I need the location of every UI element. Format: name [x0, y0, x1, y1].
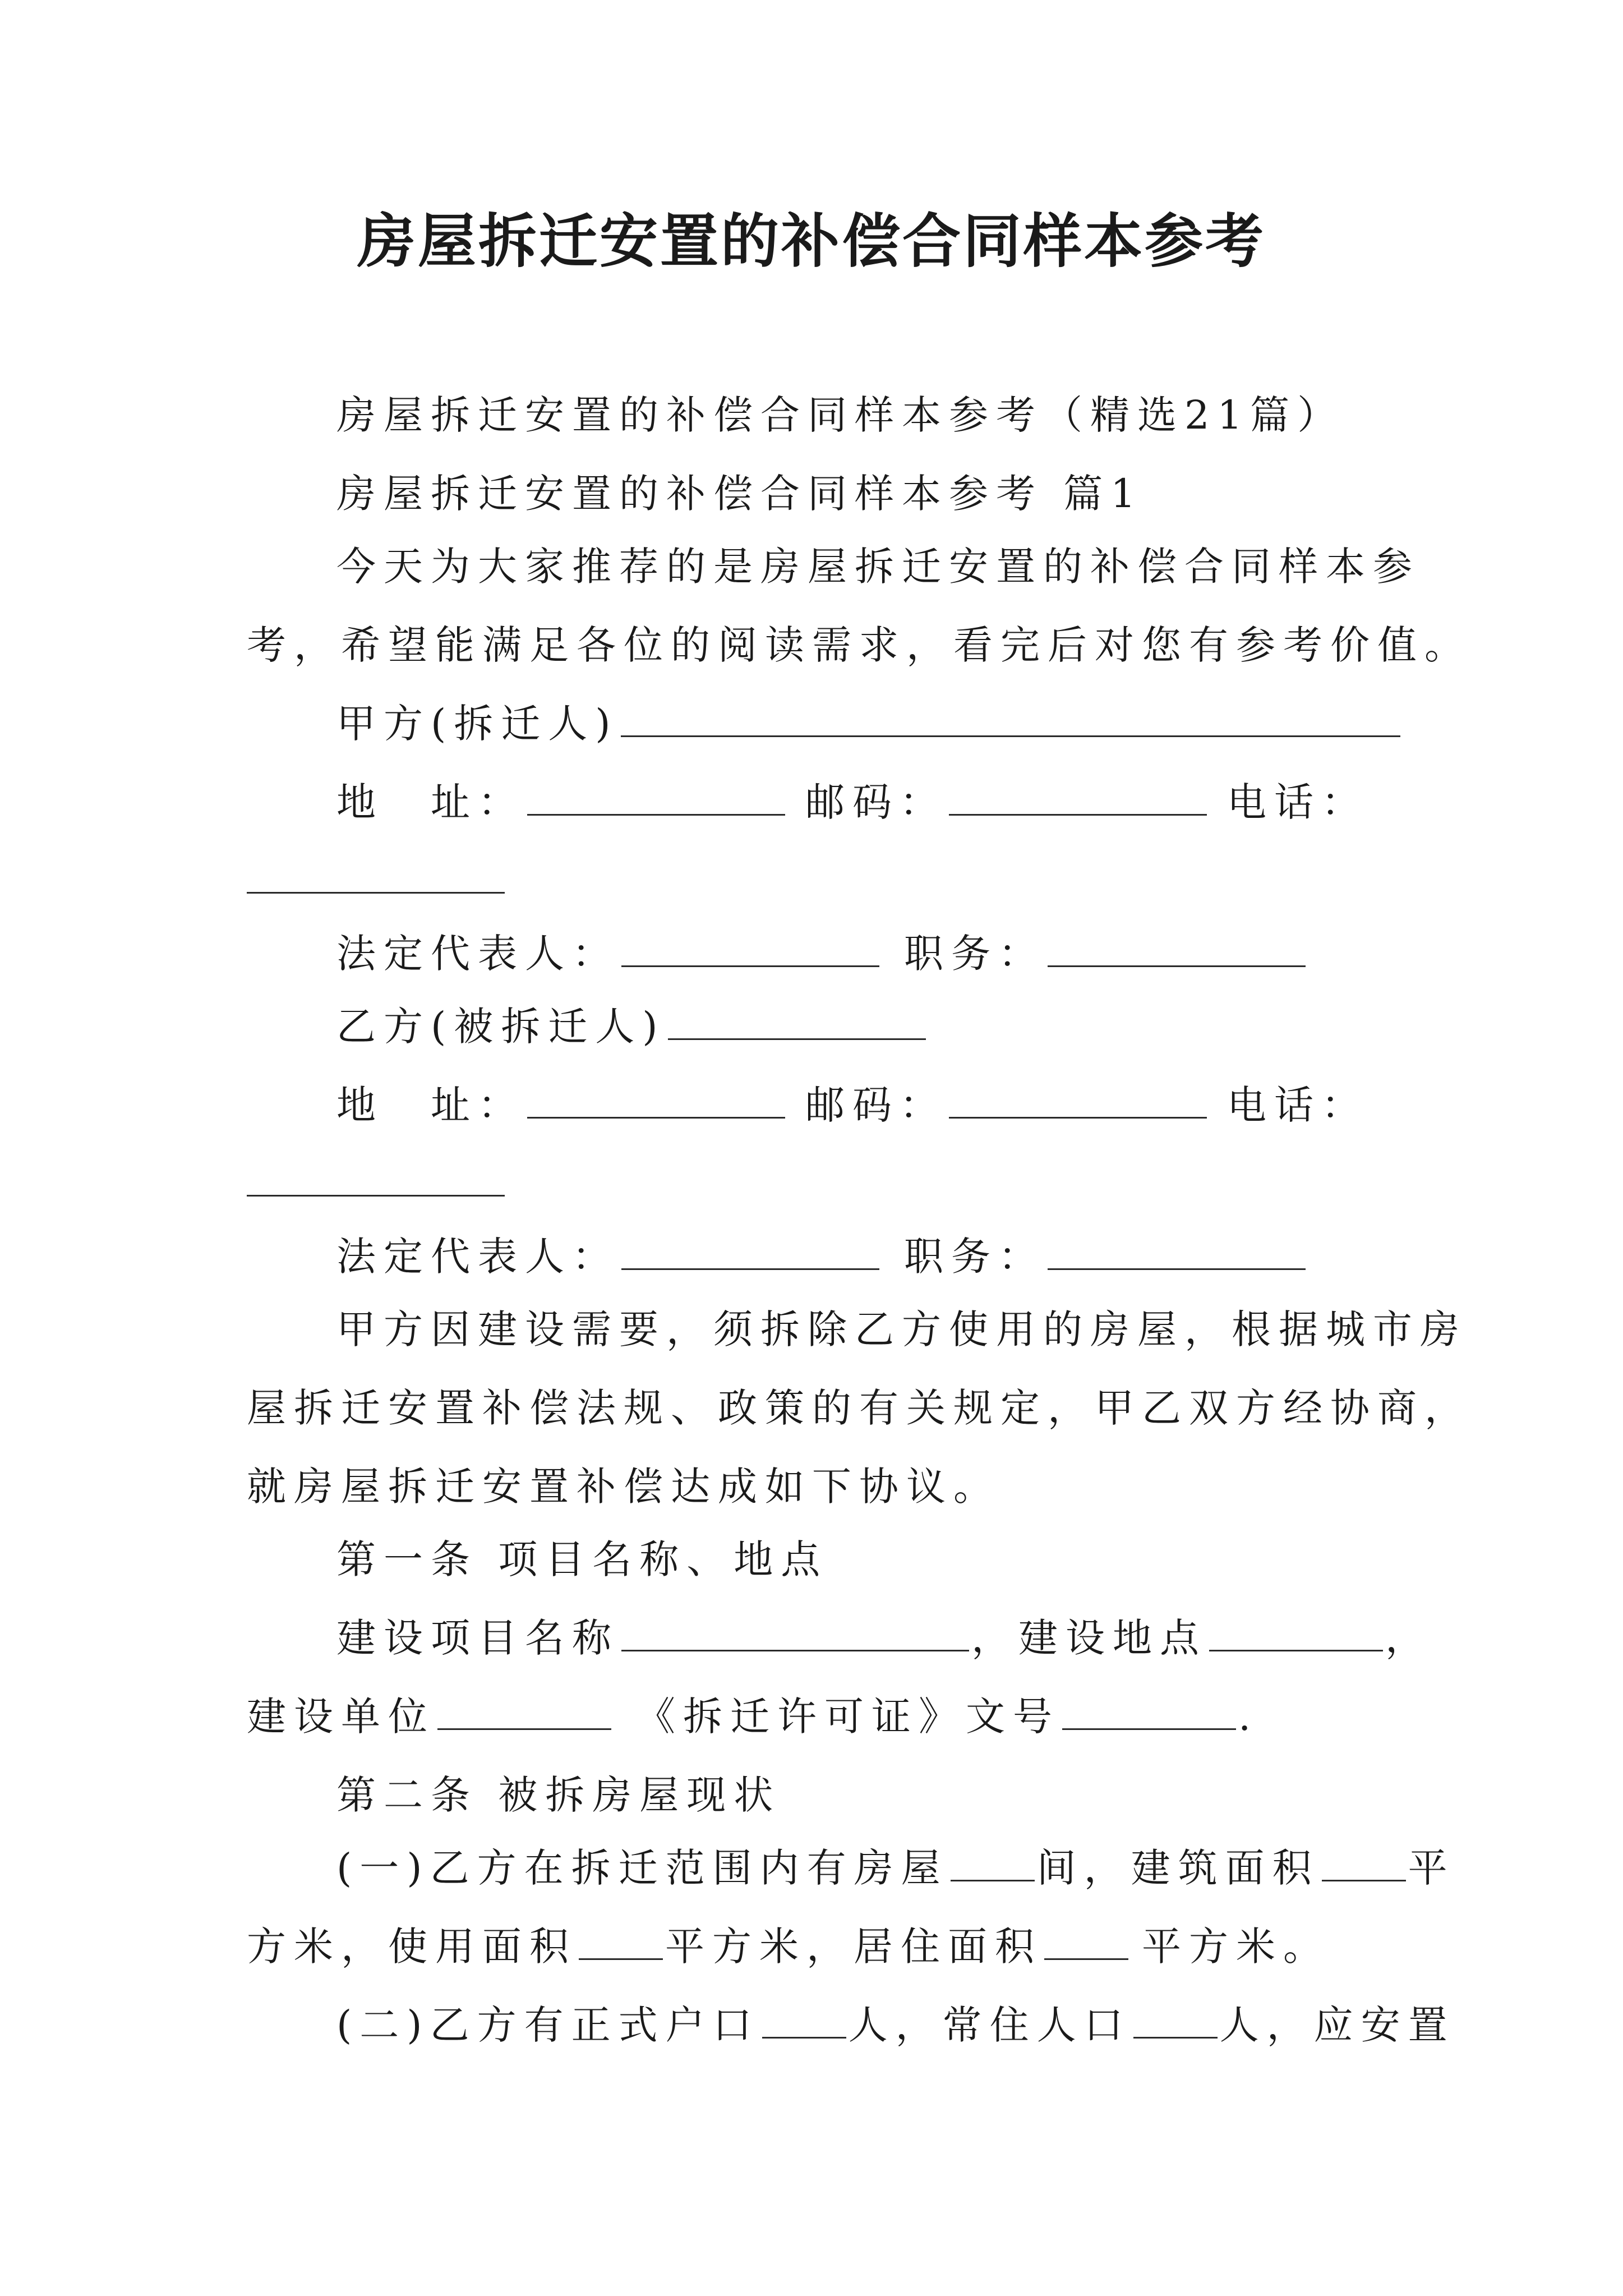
party-b-rep-blank[interactable]	[621, 1234, 879, 1270]
party-b-postcode-label: 邮码：	[805, 1082, 947, 1128]
party-a-address-label: 地 址：	[336, 779, 525, 825]
preamble-line-2: 屋拆迁安置补偿法规、政策的有关规定，甲乙双方经协商，	[247, 1385, 1472, 1431]
item-1-label-e: 平方米，居住面积	[665, 1924, 1042, 1970]
permit-label: 《拆迁许可证》文号	[636, 1694, 1060, 1740]
party-b-rep-row	[336, 1228, 1308, 1285]
resident-persons-blank[interactable]	[1133, 2002, 1218, 2039]
registered-persons-blank[interactable]	[762, 2002, 846, 2039]
party-b-contact-row	[336, 1077, 1368, 1133]
party-b-address-label: 地 址：	[336, 1082, 525, 1128]
article-2-item-1-line-2	[247, 1918, 1330, 1975]
item-1-label-b: 间，建筑面积	[1036, 1845, 1320, 1891]
trailing-comma: ，	[1385, 1615, 1432, 1661]
intro-line-2: 考，希望能满足各位的阅读需求，看完后对您有参考价值。	[247, 622, 1472, 668]
party-a-postcode-blank[interactable]	[949, 779, 1207, 816]
item-1-label-c: 平	[1408, 1845, 1455, 1891]
article-1-heading: 第一条 项目名称、地点	[336, 1536, 828, 1582]
site-blank[interactable]	[1209, 1615, 1383, 1651]
subtitle: 房屋拆迁安置的补偿合同样本参考（精选21篇）	[336, 392, 1345, 438]
site-label: ，建设地点	[971, 1615, 1207, 1661]
party-b-postcode-blank[interactable]	[949, 1082, 1207, 1119]
party-b-phone-blank[interactable]	[247, 1189, 505, 1197]
rooms-blank[interactable]	[951, 1845, 1035, 1881]
item-2-label-c: 人，应安置	[1219, 2002, 1455, 2048]
article-1-row-1	[336, 1610, 1432, 1666]
party-a-title-blank[interactable]	[1048, 931, 1306, 967]
party-a-title-label: 职务：	[904, 931, 1045, 977]
intro-line-1: 今天为大家推荐的是房屋拆迁安置的补偿合同样本参	[336, 544, 1420, 590]
party-b-label: 乙方(被拆迁人)	[336, 1004, 666, 1050]
party-a-row	[336, 696, 1403, 752]
item-2-label-a: (二)乙方有正式户口	[336, 2002, 760, 2048]
article-2-heading: 第二条 被拆房屋现状	[336, 1772, 781, 1818]
party-b-address-blank[interactable]	[527, 1082, 785, 1119]
party-b-row	[336, 999, 928, 1055]
article-2-item-2-line-1	[336, 1997, 1455, 2053]
section-heading: 房屋拆迁安置的补偿合同样本参考 篇1	[336, 471, 1144, 517]
party-a-phone-label: 电话：	[1227, 779, 1368, 825]
article-2-item-1-line-1	[336, 1840, 1455, 1896]
item-1-label-d: 方米，使用面积	[247, 1924, 577, 1970]
party-a-postcode-label: 邮码：	[805, 779, 947, 825]
project-name-blank[interactable]	[621, 1615, 969, 1651]
party-a-name-blank[interactable]	[621, 701, 1400, 737]
item-1-label-a: (一)乙方在拆迁范围内有房屋	[336, 1845, 948, 1891]
party-a-contact-row	[336, 774, 1368, 830]
party-b-title-label: 职务：	[904, 1234, 1045, 1280]
item-1-label-f: 平方米。	[1142, 1924, 1330, 1970]
party-b-title-blank[interactable]	[1048, 1234, 1306, 1270]
party-a-rep-blank[interactable]	[621, 931, 879, 967]
document-title: 房屋拆迁安置的补偿合同样本参考	[357, 207, 1266, 275]
preamble-line-1: 甲方因建设需要，须拆除乙方使用的房屋，根据城市房	[336, 1306, 1467, 1352]
usable-area-blank[interactable]	[579, 1924, 663, 1960]
party-b-rep-label: 法定代表人：	[336, 1234, 619, 1280]
permit-blank[interactable]	[1062, 1694, 1236, 1730]
party-a-address-blank[interactable]	[527, 779, 785, 816]
unit-label: 建设单位	[247, 1694, 435, 1740]
party-a-phone-blank[interactable]	[247, 886, 505, 894]
preamble-line-3: 就房屋拆迁安置补偿达成如下协议。	[247, 1464, 1000, 1510]
living-area-blank[interactable]	[1044, 1924, 1128, 1960]
end-mark: .	[1238, 1694, 1259, 1740]
party-b-phone-label: 电话：	[1227, 1082, 1368, 1128]
party-b-name-blank[interactable]	[668, 1004, 926, 1040]
party-a-label: 甲方(拆迁人)	[336, 701, 619, 747]
article-1-row-2	[247, 1688, 1258, 1745]
building-area-blank[interactable]	[1322, 1845, 1406, 1881]
item-2-label-b: 人，常住人口	[848, 2002, 1131, 2048]
unit-blank[interactable]	[437, 1694, 611, 1730]
project-name-label: 建设项目名称	[336, 1615, 619, 1661]
party-a-rep-row	[336, 926, 1308, 982]
party-a-rep-label: 法定代表人：	[336, 931, 619, 977]
